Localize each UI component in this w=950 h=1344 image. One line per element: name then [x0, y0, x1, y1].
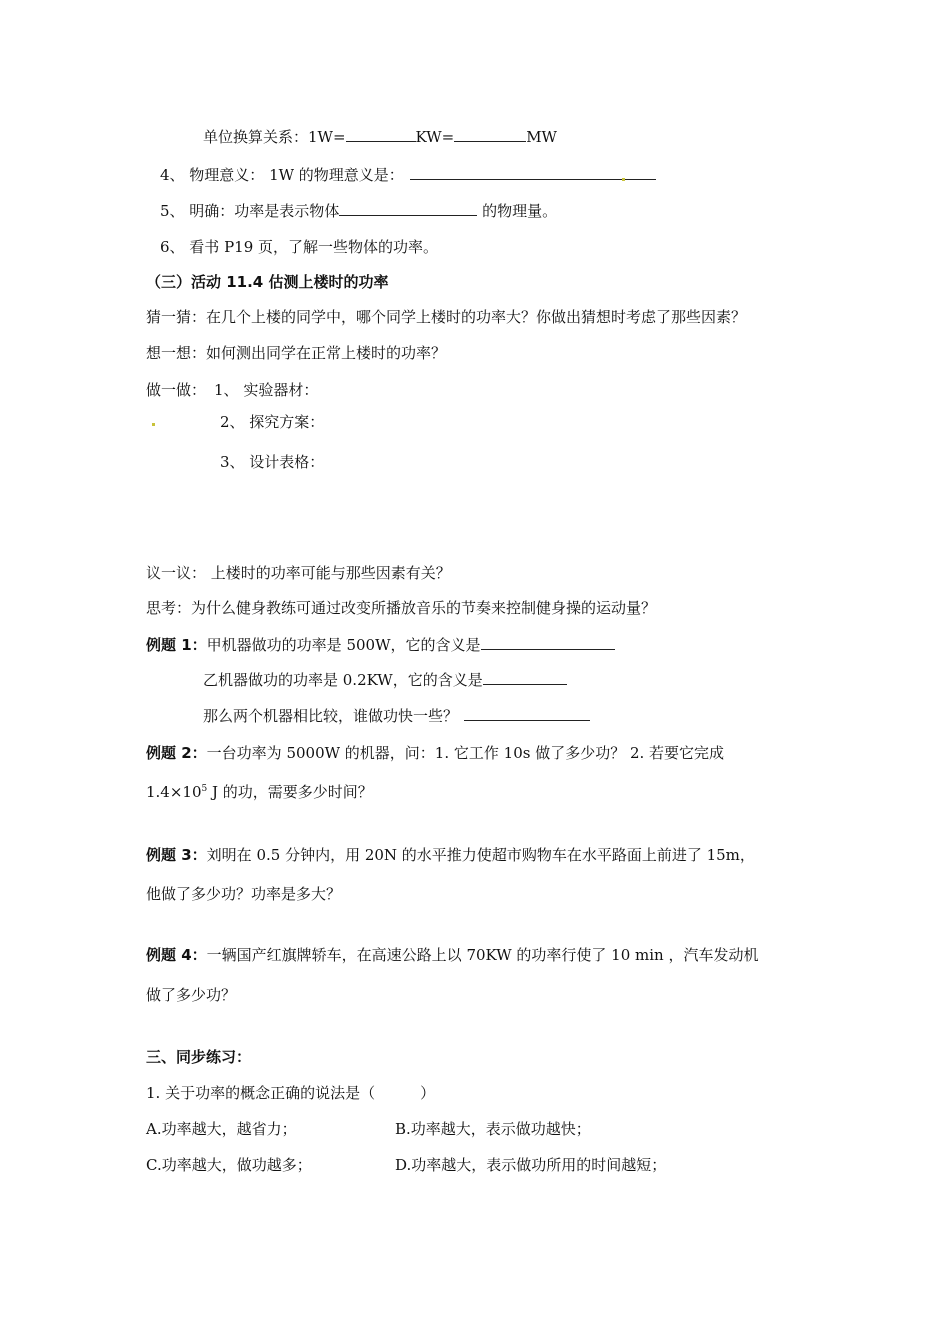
practice-title: 三、同步练习：: [146, 1048, 252, 1066]
example-1: [146, 635, 615, 655]
guess-line: 猜一猜：在几个上楼的同学中，哪个同学上楼时的功率大？你做出猜想时考虑了那些因素？: [146, 308, 747, 326]
unit-end: MW: [526, 128, 557, 146]
do-step-2: 2、 探究方案：: [220, 413, 325, 431]
item5-end: 的物理量。: [477, 202, 558, 220]
item4-text: 4、 物理意义： 1W 的物理意义是：: [160, 166, 404, 184]
blank-meaning[interactable]: [410, 165, 656, 180]
reflect-line: 思考：为什么健身教练可通过改变所播放音乐的节奏来控制健身操的运动量？: [146, 599, 657, 617]
example-2-line2: [146, 782, 373, 802]
do-line: [146, 380, 318, 400]
do-step-1: 1、 实验器材：: [214, 381, 319, 399]
discuss-line: 议一议： 上楼时的功率可能与那些因素有关？: [146, 564, 451, 582]
example-3: [146, 845, 755, 865]
think-line: 想一想：如何测出同学在正常上楼时的功率？: [146, 344, 447, 362]
blank-kw[interactable]: [346, 127, 416, 142]
ex2-line1: 一台功率为 5000W 的机器，问：1. 它工作 10s 做了多少功？ 2. 若要它完成: [206, 744, 725, 762]
example-2: [146, 743, 724, 763]
ex1-line2: 乙机器做功的功率是 0.2KW，它的含义是: [203, 671, 483, 689]
option-a[interactable]: A.功率越大，越省力；: [146, 1120, 297, 1138]
do-label: 做一做：: [146, 381, 207, 399]
activity-title: （三）活动 11.4 估测上楼时的功率: [146, 273, 389, 291]
item-4: [160, 165, 656, 185]
ex1-line3: 那么两个机器相比较，谁做功快一些？: [203, 707, 459, 725]
option-b[interactable]: B.功率越大，表示做功越快；: [395, 1120, 591, 1138]
ex4-line1: 一辆国产红旗牌轿车，在高速公路上以 70KW 的功率行使了 10 min ，汽车发动机: [206, 946, 759, 964]
unit-text: 单位换算关系：1W=: [203, 128, 346, 146]
example-1-line3: [203, 706, 590, 726]
example-3-line2: 他做了多少功？功率是多大？: [146, 885, 342, 903]
blank-ex1-a[interactable]: [481, 635, 615, 650]
unit-conversion-line: [203, 127, 557, 147]
ex4-label: 例题 4：: [146, 946, 207, 964]
ex1-label: 例题 1：: [146, 636, 207, 654]
item5-text: 5、 明确：功率是表示物体: [160, 202, 340, 220]
ex2-label: 例题 2：: [146, 744, 207, 762]
option-c[interactable]: C.功率越大，做功越多；: [146, 1156, 312, 1174]
example-4: [146, 945, 758, 965]
blank-mw[interactable]: [454, 127, 526, 142]
ex1-line1: 甲机器做功的功率是 500W，它的含义是: [206, 636, 481, 654]
practice-q1: 1. 关于功率的概念正确的说法是（ ）: [146, 1084, 436, 1102]
ex2-exponent: 5: [201, 784, 208, 794]
unit-mid: KW=: [415, 128, 455, 146]
blank-physical[interactable]: [339, 201, 477, 216]
ex3-line1: 刘明在 0.5 分钟内，用 20N 的水平推力使超市购物车在水平路面上前进了 15m，: [206, 846, 755, 864]
example-4-line2: 做了多少功？: [146, 986, 237, 1004]
item6-text: 6、 看书 P19 页，了解一些物体的功率。: [160, 238, 439, 256]
ex2-line2b: J 的功，需要多少时间？: [207, 783, 373, 801]
item-6: [160, 237, 438, 257]
option-d[interactable]: D.功率越大，表示做功所用的时间越短；: [395, 1156, 667, 1174]
ex3-label: 例题 3：: [146, 846, 207, 864]
example-1-line2: [203, 670, 567, 690]
blank-ex1-c[interactable]: [464, 706, 590, 721]
do-step-3: 3、 设计表格：: [220, 453, 325, 471]
scan-dot: [622, 178, 625, 181]
blank-ex1-b[interactable]: [483, 670, 567, 685]
item-5: [160, 201, 557, 221]
scan-dot: [152, 423, 155, 426]
ex2-line2a: 1.4×10: [146, 783, 202, 801]
